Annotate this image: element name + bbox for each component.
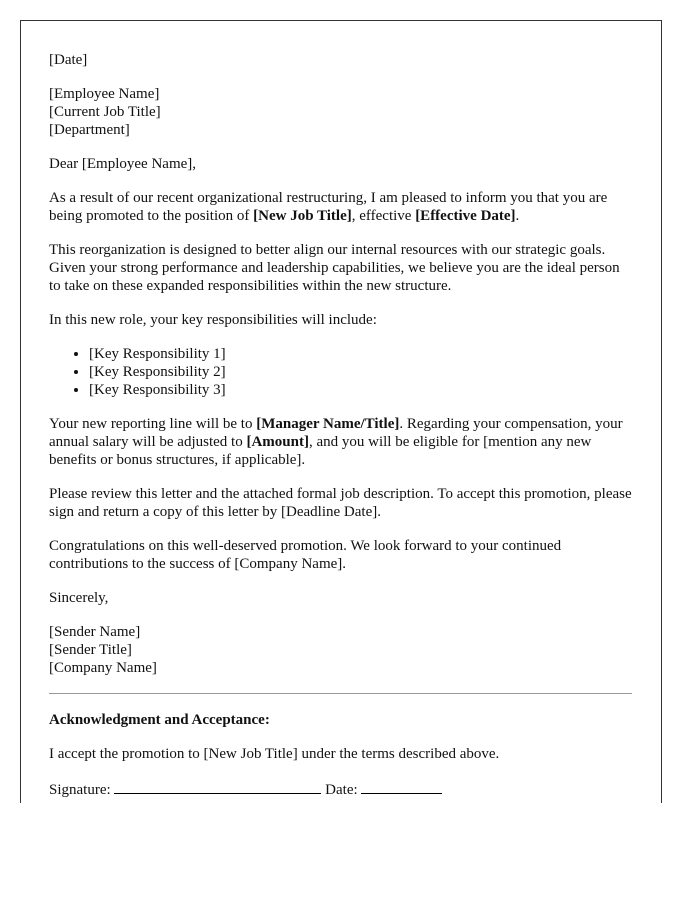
text: As a result of our recent organizational restructuring, I am pleased to inform you that you are being promoted to the position of bbox=[49, 190, 608, 224]
recipient-department: [Department] bbox=[49, 122, 130, 138]
salutation: Dear [Employee Name], bbox=[49, 156, 197, 172]
sender-title: [Sender Title] bbox=[49, 642, 132, 658]
recipient-name: [Employee Name] bbox=[49, 86, 160, 102]
signature-label: Signature: bbox=[49, 782, 111, 798]
manager-name: [Manager Name/Title] bbox=[256, 416, 400, 432]
signature-row bbox=[49, 779, 632, 799]
text: , and you will be eligible for [mention any new benefits or bonus structures, if applicable]. bbox=[49, 434, 592, 468]
ack-text: I accept the promotion to [New Job Title] under the terms described above. bbox=[49, 746, 500, 762]
new-job-title: [New Job Title] bbox=[253, 208, 352, 224]
sender-name: [Sender Name] bbox=[49, 624, 141, 640]
paragraph-congratulations: Congratulations on this well-deserved promotion. We look forward to your continued contributions to the success of [Company Name]. bbox=[49, 538, 562, 572]
text: Your new reporting line will be to bbox=[49, 416, 257, 432]
date-label: Date: bbox=[325, 782, 358, 798]
text: . bbox=[515, 208, 520, 224]
sender-block bbox=[49, 623, 632, 677]
effective-date: [Effective Date] bbox=[415, 208, 516, 224]
text: . Regarding your compensation, your annual salary will be adjusted to bbox=[49, 416, 623, 450]
paragraph-review: Please review this letter and the attached formal job description. To accept this promotion, please sign and return a copy of this letter by [Deadline Date]. bbox=[49, 486, 632, 520]
paragraph-promotion bbox=[49, 189, 632, 225]
list-item: • [Key Responsibility 1] bbox=[89, 345, 632, 363]
sender-company: [Company Name] bbox=[49, 660, 157, 676]
list-item: • [Key Responsibility 3] bbox=[89, 381, 632, 399]
paragraph-role-intro: In this new role, your key responsibilities will include: bbox=[49, 312, 377, 328]
letter bbox=[20, 20, 662, 803]
text: , effective bbox=[351, 208, 416, 224]
list-item: • [Key Responsibility 2] bbox=[89, 363, 632, 381]
amount: [Amount] bbox=[246, 434, 309, 450]
ack-heading-text: Acknowledgment and Acceptance: bbox=[49, 712, 270, 728]
responsibilities-list bbox=[49, 345, 632, 399]
paragraph-reorganization: This reorganization is designed to better align our internal resources with our strategic goals. Given your strong performance and leadership capabilities, we believe you are the ideal person to take on these expanded responsibilities within the new structure. bbox=[49, 242, 620, 294]
signature-line[interactable] bbox=[114, 779, 321, 794]
date-line[interactable] bbox=[361, 779, 442, 794]
ack-heading bbox=[49, 711, 632, 729]
closing: Sincerely, bbox=[49, 590, 109, 606]
divider bbox=[49, 693, 632, 694]
date: [Date] bbox=[49, 52, 88, 68]
recipient-title: [Current Job Title] bbox=[49, 104, 161, 120]
recipient-block bbox=[49, 85, 632, 139]
paragraph-compensation bbox=[49, 415, 632, 469]
